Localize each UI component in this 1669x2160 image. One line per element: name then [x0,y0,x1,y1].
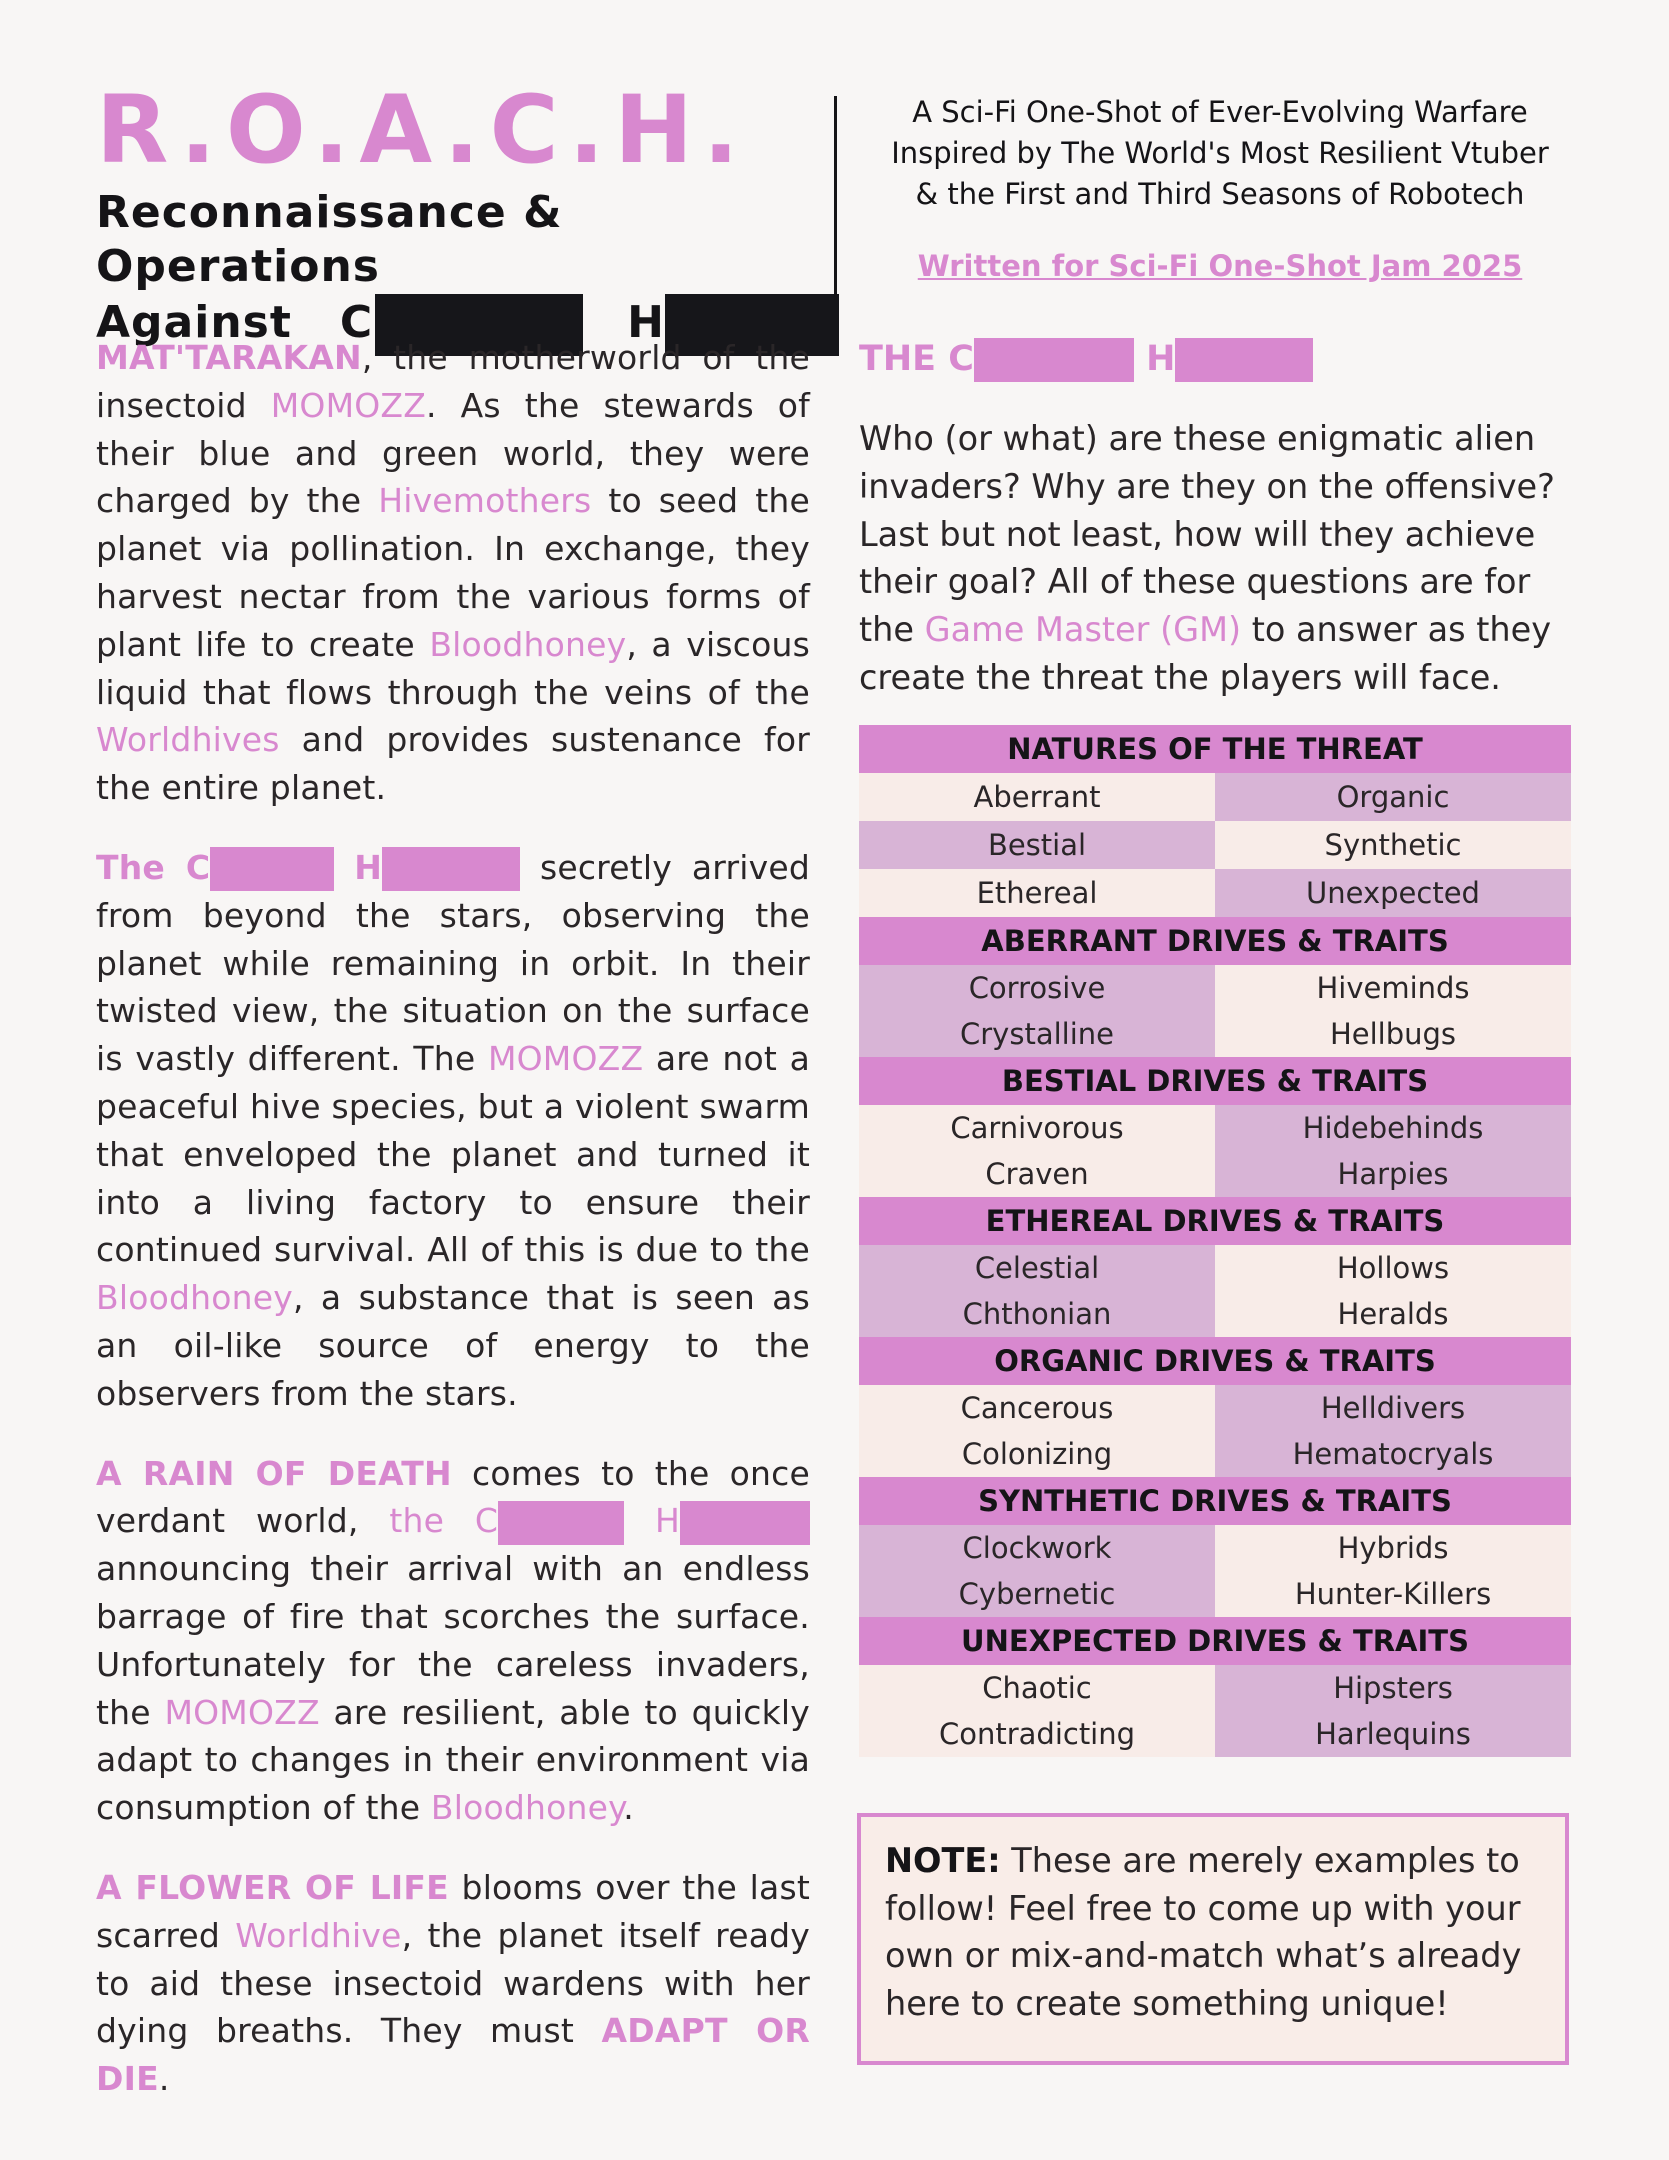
body-text: blooms over the last scarred [96,1867,811,1955]
header-divider [834,96,837,300]
table-header-ethereal: ETHEREAL DRIVES & TRAITS [859,1197,1571,1245]
table-header-natures: NATURES OF THE THREAT [859,725,1571,773]
body-text: are not a peaceful hive species, but a violent swarm that enveloped the planet and turned it into a living factory to ensure their continued survival. All of this is due to the [96,1039,810,1270]
body-text: . [623,1788,634,1828]
trait-item: Hunter-Killers [1294,1577,1492,1611]
keyword-worldhive: Worldhive [235,1915,402,1955]
tagline-line-2: Inspired by The World's Most Resilient Vtuber [891,136,1549,170]
keyword-adapt-or-die: ADAPT OR DIE [96,2011,810,2099]
table-cell [859,1105,1215,1197]
redaction-bar [680,1501,810,1545]
lore-paragraph-4 [96,1864,810,2103]
table-row [859,1665,1571,1757]
keyword-flower-of-life: A FLOWER OF LIFE [96,1867,449,1907]
table-cell: Ethereal [859,869,1215,917]
trait-item: Hematocryals [1292,1437,1494,1471]
keyword-the-c: the C [389,1501,499,1541]
lore-paragraph-1 [96,334,810,812]
subtitle-against: Against [96,297,292,348]
trait-item: Crystalline [960,1017,1114,1051]
redaction-bar [498,1501,624,1545]
table-cell: Unexpected [1215,869,1571,917]
table-cell [1215,1105,1571,1197]
game-subtitle [96,186,812,356]
body-text: , a viscous liquid that flows through the veins of the [96,624,810,712]
trait-item: Celestial [974,1251,1100,1285]
tagline-line-1: A Sci-Fi One-Shot of Ever-Evolving Warfare [912,95,1528,129]
table-cell [1215,1385,1571,1477]
lore-paragraph-2 [96,844,810,1418]
trait-item: Heralds [1337,1297,1449,1331]
subtitle-line-1: Reconnaissance & Operations [96,187,563,292]
table-cell: Organic [1215,773,1571,821]
trait-item: Harlequins [1315,1717,1471,1751]
keyword-the-c: The C [96,847,211,887]
table-cell [1215,1665,1571,1757]
redaction-bar [210,847,334,891]
keyword-rain-of-death: A RAIN OF DEATH [96,1453,452,1493]
table-cell [859,965,1215,1057]
body-text: . [158,2059,170,2099]
threat-table [859,725,1571,1757]
keyword-h: H [654,1501,680,1541]
table-cell [859,1245,1215,1337]
left-column [96,334,810,2135]
table-row [859,965,1571,1057]
table-row [859,869,1571,917]
keyword-h: H [354,847,383,887]
note-label: NOTE: [885,1841,1001,1880]
trait-item: Contradicting [938,1717,1136,1751]
redaction-bar [974,338,1134,382]
trait-item: Clockwork [962,1531,1112,1565]
redaction-bar [1175,338,1313,382]
keyword-momozz: MOMOZZ [487,1039,644,1079]
body-text: announcing their arrival with an endless barrage of fire that scorches the surface. Unfortunately for the careless invaders, the [96,1549,810,1732]
trait-item: Hellbugs [1329,1017,1457,1051]
keyword-momozz: MOMOZZ [164,1692,320,1732]
body-text: , the motherworld of the insectoid [96,338,810,425]
table-cell [1215,1525,1571,1617]
body-text: , a substance that is seen as an oil-like source of energy to the observers from the stars. [96,1278,810,1413]
keyword-momozz: MOMOZZ [270,385,427,425]
redaction-bar [382,847,520,891]
table-row [859,1105,1571,1197]
threat-intro [859,415,1571,702]
note-box [857,1813,1569,2065]
keyword-bloodhoney: Bloodhoney [429,624,627,664]
body-text: secretly arrived from beyond the stars, observing the planet while remaining in orbit. In their twisted view, the situation on the surface is vastly different. The [96,847,810,1079]
trait-item: Hybrids [1337,1531,1449,1565]
table-cell [859,1385,1215,1477]
trait-item: Cancerous [960,1391,1114,1425]
table-row [859,1245,1571,1337]
table-header-aberrant: ABERRANT DRIVES & TRAITS [859,917,1571,965]
table-header-unexpected: UNEXPECTED DRIVES & TRAITS [859,1617,1571,1665]
lore-paragraph-3 [96,1450,810,1832]
threat-heading [859,334,1579,384]
trait-item: Helldivers [1320,1391,1466,1425]
trait-item: Corrosive [968,971,1106,1005]
trait-item: Hollows [1336,1251,1450,1285]
subtitle-h: H [627,297,665,348]
heading-c: THE C [859,339,974,379]
trait-item: Chthonian [962,1297,1112,1331]
trait-item: Chaotic [982,1671,1092,1705]
trait-item: Hiveminds [1316,971,1470,1005]
body-text: comes to the once verdant world, [96,1453,811,1541]
tagline-line-3: & the First and Third Seasons of Robotech [915,177,1525,211]
trait-item: Hipsters [1333,1671,1453,1705]
trait-item: Craven [985,1157,1089,1191]
body-text: and provides sustenance for the entire planet. [96,720,810,808]
table-cell [1215,1245,1571,1337]
table-cell [859,1525,1215,1617]
table-row [859,821,1571,869]
table-header-bestial: BESTIAL DRIVES & TRAITS [859,1057,1571,1105]
trait-item: Hidebehinds [1302,1111,1484,1145]
body-text: are resilient, able to quickly adapt to changes in their environment via consumption of the [96,1692,810,1828]
table-header-synthetic: SYNTHETIC DRIVES & TRAITS [859,1477,1571,1525]
trait-item: Harpies [1337,1157,1449,1191]
keyword-worldhives: Worldhives [96,720,280,760]
table-cell [859,1665,1215,1757]
body-text: , the planet itself ready to aid these insectoid wardens with her dying breaths. They must [96,1915,810,2051]
table-cell [1215,965,1571,1057]
game-logo: R.O.A.C.H. [96,76,749,185]
table-cell: Aberrant [859,773,1215,821]
tagline [860,92,1580,215]
note-text: These are merely examples to follow! Feel free to come up with your own or mix-and-match what’s already here to create something unique! [885,1841,1522,2023]
trait-item: Cybernetic [958,1577,1116,1611]
body-text: . As the stewards of their blue and green world, they were charged by the [96,385,810,521]
jam-link[interactable]: Written for Sci-Fi One-Shot Jam 2025 [917,249,1523,283]
body-text: to answer as they create the threat the players will face. [859,610,1552,697]
heading-h: H [1146,339,1176,379]
table-row [859,773,1571,821]
keyword-bloodhoney: Bloodhoney [96,1278,293,1318]
table-row [859,1525,1571,1617]
keyword-mattarakan: MAT'TARAKAN [96,338,362,377]
table-header-organic: ORGANIC DRIVES & TRAITS [859,1337,1571,1385]
body-text: Who (or what) are these enigmatic alien invaders? Why are they on the offensive? Last but not least, how will they achieve their goal? All of these questions are for the [859,419,1555,650]
keyword-hivemothers: Hivemothers [378,481,592,521]
keyword-game-master: Game Master (GM) [924,610,1242,650]
keyword-bloodhoney: Bloodhoney [430,1788,624,1828]
body-text: to seed the planet via pollination. In exchange, they harvest nectar from the various forms of plant life to create [96,481,810,664]
trait-item: Carnivorous [950,1111,1124,1145]
trait-item: Colonizing [961,1437,1113,1471]
table-cell: Bestial [859,821,1215,869]
subtitle-c: C [339,297,374,348]
table-cell: Synthetic [1215,821,1571,869]
table-row [859,1385,1571,1477]
